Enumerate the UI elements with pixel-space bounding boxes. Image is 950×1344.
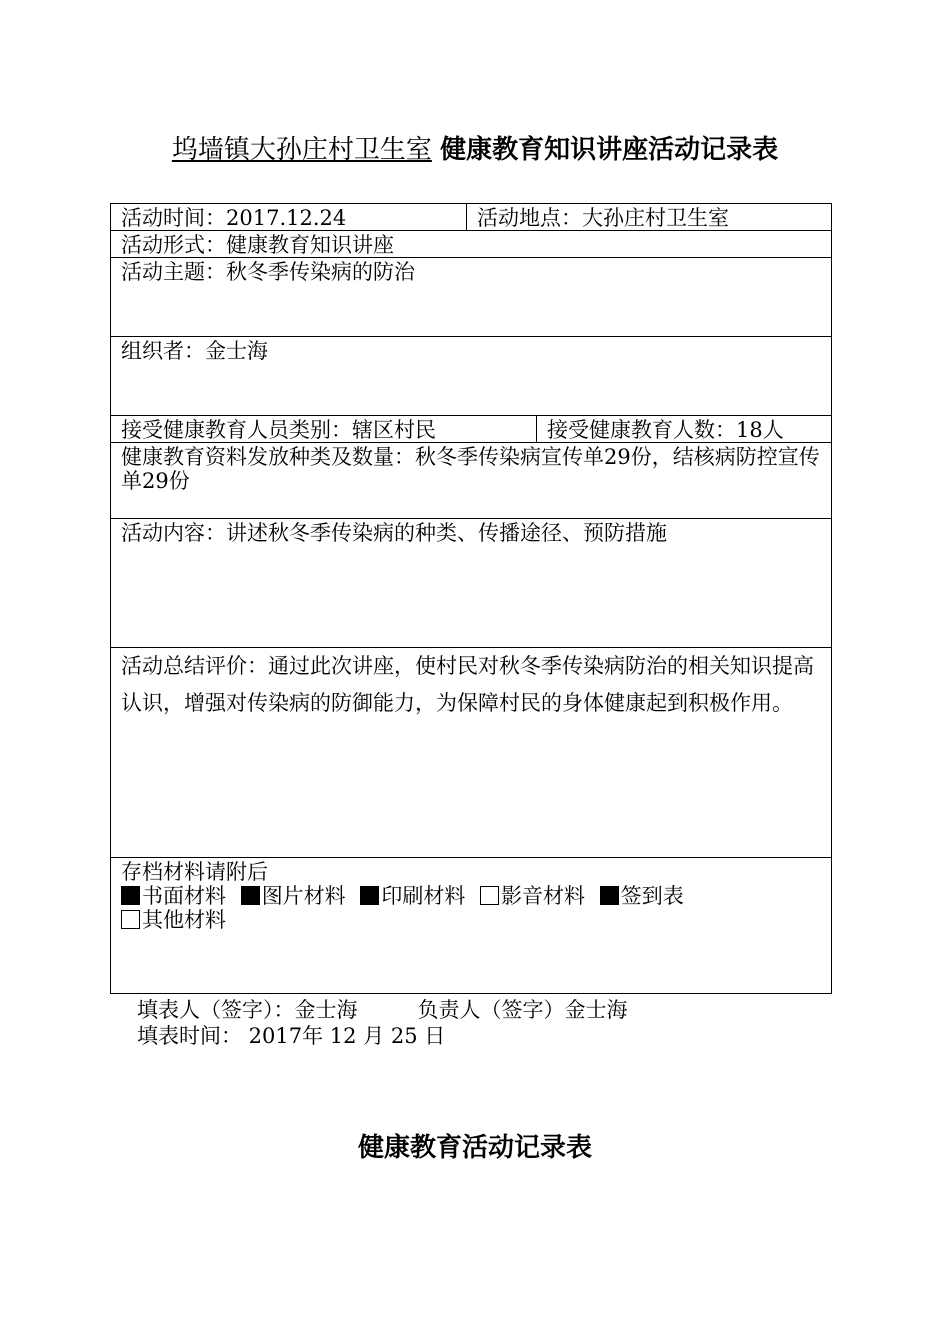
fill-time-line: 填表时间： 2017年 12 月 25 日 [137,1024,446,1048]
archive-checklist-row-2 [121,908,823,932]
archive-cell [111,858,832,994]
archive-item-label: 影音材料 [501,884,586,908]
archive-item-label: 印刷材料 [381,884,466,908]
activity-theme-cell: 活动主题：秋冬季传染病的防治 [111,258,832,337]
checkbox-icon[interactable] [121,910,140,929]
recipient-count-cell: 接受健康教育人数：18人 [537,416,832,443]
recipient-type-cell: 接受健康教育人员类别：辖区村民 [111,416,537,443]
archive-label: 存档材料请附后 [121,860,268,884]
archive-item-label: 签到表 [620,884,684,908]
archive-checklist [121,884,823,908]
activity-content-cell: 活动内容：讲述秋冬季传染病的种类、传播途径、预防措施 [111,519,832,648]
activity-location-cell: 活动地点：大孙庄村卫生室 [467,204,832,231]
archive-item-written[interactable] [121,884,226,908]
activity-record-table [110,203,832,994]
archive-item-other[interactable] [121,908,226,932]
archive-item-label: 图片材料 [261,884,346,908]
materials-cell: 健康教育资料发放种类及数量：秋冬季传染病宣传单29份，结核病防控宣传单29份 [111,443,832,519]
archive-item-pictures[interactable] [241,884,346,908]
archive-item-label: 其他材料 [142,908,226,932]
activity-summary-cell: 活动总结评价：通过此次讲座，使村民对秋冬季传染病防治的相关知识提高认识，增强对传染病的防御能力，为保障村民的身体健康起到积极作用。 [111,648,832,858]
checkbox-icon[interactable] [121,886,140,905]
archive-item-signin-sheet[interactable] [600,884,684,908]
checkbox-icon[interactable] [241,886,260,905]
archive-item-printed[interactable] [360,884,465,908]
checkbox-icon[interactable] [480,886,499,905]
activity-form-cell: 活动形式：健康教育知识讲座 [111,231,832,258]
activity-time-cell: 活动时间：2017.12.24 [111,204,467,231]
archive-item-audiovisual[interactable] [480,884,585,908]
organizer-cell: 组织者：金士海 [111,337,832,416]
next-section-title: 健康教育活动记录表 [357,1133,592,1163]
checkbox-icon[interactable] [360,886,379,905]
title-organization: 坞墙镇大孙庄村卫生室 [171,135,432,165]
signature-line [137,997,628,1023]
title-main: 健康教育知识讲座活动记录表 [440,135,779,165]
document-title [0,132,950,168]
checkbox-icon[interactable] [600,886,619,905]
archive-item-label: 书面材料 [142,884,226,908]
filler-signature: 填表人（签字）：金士海 [137,998,358,1022]
responsible-signature: 负责人（签字）金士海 [417,998,628,1022]
